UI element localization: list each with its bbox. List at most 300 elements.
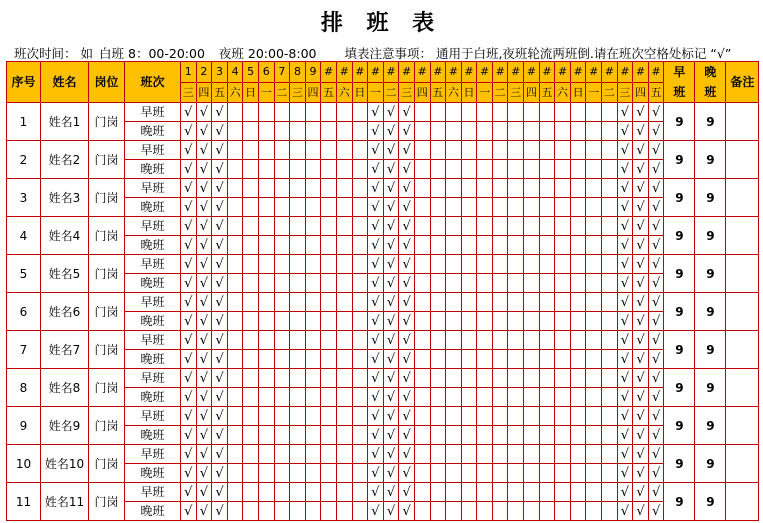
schedule-cell[interactable]: √ xyxy=(383,388,399,407)
schedule-cell[interactable] xyxy=(461,350,477,369)
schedule-cell[interactable] xyxy=(430,122,446,141)
schedule-cell[interactable] xyxy=(492,103,508,122)
schedule-cell[interactable] xyxy=(586,331,602,350)
schedule-cell[interactable]: √ xyxy=(617,274,633,293)
schedule-cell[interactable] xyxy=(414,502,430,521)
schedule-cell[interactable] xyxy=(539,217,555,236)
schedule-cell[interactable] xyxy=(305,255,321,274)
schedule-cell[interactable]: √ xyxy=(648,179,664,198)
schedule-cell[interactable]: √ xyxy=(633,160,649,179)
schedule-cell[interactable] xyxy=(258,293,274,312)
schedule-cell[interactable] xyxy=(274,369,290,388)
schedule-cell[interactable] xyxy=(570,179,586,198)
schedule-cell[interactable] xyxy=(305,141,321,160)
schedule-cell[interactable]: √ xyxy=(399,445,415,464)
schedule-cell[interactable]: √ xyxy=(368,388,384,407)
schedule-cell[interactable] xyxy=(461,445,477,464)
schedule-cell[interactable] xyxy=(414,160,430,179)
schedule-cell[interactable]: √ xyxy=(633,274,649,293)
schedule-cell[interactable] xyxy=(227,369,243,388)
schedule-cell[interactable] xyxy=(290,312,306,331)
schedule-cell[interactable] xyxy=(305,312,321,331)
schedule-cell[interactable] xyxy=(524,369,540,388)
schedule-cell[interactable] xyxy=(227,274,243,293)
schedule-cell[interactable]: √ xyxy=(617,312,633,331)
schedule-cell[interactable]: √ xyxy=(212,217,228,236)
schedule-cell[interactable]: √ xyxy=(633,312,649,331)
schedule-cell[interactable] xyxy=(524,198,540,217)
schedule-cell[interactable] xyxy=(305,350,321,369)
schedule-cell[interactable] xyxy=(570,255,586,274)
schedule-cell[interactable]: √ xyxy=(383,198,399,217)
schedule-cell[interactable] xyxy=(321,312,337,331)
schedule-cell[interactable] xyxy=(258,445,274,464)
schedule-cell[interactable] xyxy=(586,293,602,312)
schedule-cell[interactable]: √ xyxy=(368,122,384,141)
schedule-cell[interactable] xyxy=(555,445,571,464)
schedule-cell[interactable] xyxy=(461,483,477,502)
schedule-cell[interactable] xyxy=(508,502,524,521)
schedule-cell[interactable] xyxy=(446,274,462,293)
schedule-cell[interactable] xyxy=(227,483,243,502)
schedule-cell[interactable]: √ xyxy=(648,141,664,160)
schedule-cell[interactable] xyxy=(321,122,337,141)
schedule-cell[interactable] xyxy=(492,388,508,407)
schedule-cell[interactable] xyxy=(524,122,540,141)
schedule-cell[interactable] xyxy=(290,502,306,521)
schedule-cell[interactable]: √ xyxy=(633,141,649,160)
schedule-cell[interactable] xyxy=(602,293,618,312)
schedule-cell[interactable]: √ xyxy=(212,236,228,255)
schedule-cell[interactable]: √ xyxy=(399,293,415,312)
schedule-cell[interactable] xyxy=(274,293,290,312)
schedule-cell[interactable]: √ xyxy=(617,179,633,198)
schedule-cell[interactable] xyxy=(602,483,618,502)
schedule-cell[interactable] xyxy=(290,331,306,350)
schedule-cell[interactable]: √ xyxy=(181,255,197,274)
schedule-cell[interactable] xyxy=(492,312,508,331)
schedule-cell[interactable] xyxy=(539,179,555,198)
schedule-cell[interactable] xyxy=(570,122,586,141)
schedule-cell[interactable] xyxy=(492,407,508,426)
schedule-cell[interactable] xyxy=(492,350,508,369)
schedule-cell[interactable] xyxy=(586,502,602,521)
schedule-cell[interactable] xyxy=(492,198,508,217)
schedule-cell[interactable] xyxy=(414,198,430,217)
remark-cell[interactable] xyxy=(726,483,759,521)
schedule-cell[interactable] xyxy=(430,103,446,122)
schedule-cell[interactable] xyxy=(243,198,259,217)
schedule-cell[interactable] xyxy=(570,445,586,464)
schedule-cell[interactable] xyxy=(461,502,477,521)
schedule-cell[interactable] xyxy=(477,198,493,217)
schedule-cell[interactable] xyxy=(414,255,430,274)
schedule-cell[interactable]: √ xyxy=(196,350,212,369)
schedule-cell[interactable]: √ xyxy=(212,426,228,445)
schedule-cell[interactable] xyxy=(446,464,462,483)
schedule-cell[interactable] xyxy=(586,388,602,407)
schedule-cell[interactable]: √ xyxy=(196,331,212,350)
schedule-cell[interactable]: √ xyxy=(633,217,649,236)
schedule-cell[interactable]: √ xyxy=(181,122,197,141)
schedule-cell[interactable]: √ xyxy=(212,369,228,388)
schedule-cell[interactable]: √ xyxy=(617,160,633,179)
schedule-cell[interactable] xyxy=(508,350,524,369)
schedule-cell[interactable] xyxy=(336,369,352,388)
schedule-cell[interactable]: √ xyxy=(181,464,197,483)
schedule-cell[interactable] xyxy=(586,198,602,217)
schedule-cell[interactable] xyxy=(258,331,274,350)
schedule-cell[interactable] xyxy=(492,217,508,236)
schedule-cell[interactable] xyxy=(492,255,508,274)
schedule-cell[interactable] xyxy=(539,141,555,160)
schedule-cell[interactable]: √ xyxy=(212,312,228,331)
schedule-cell[interactable] xyxy=(524,407,540,426)
schedule-cell[interactable]: √ xyxy=(212,160,228,179)
schedule-cell[interactable] xyxy=(414,426,430,445)
schedule-cell[interactable]: √ xyxy=(399,312,415,331)
schedule-cell[interactable] xyxy=(508,464,524,483)
schedule-cell[interactable] xyxy=(243,426,259,445)
schedule-cell[interactable] xyxy=(430,388,446,407)
schedule-cell[interactable] xyxy=(539,236,555,255)
schedule-cell[interactable] xyxy=(524,103,540,122)
schedule-cell[interactable]: √ xyxy=(399,160,415,179)
schedule-cell[interactable] xyxy=(305,198,321,217)
schedule-cell[interactable]: √ xyxy=(648,255,664,274)
schedule-cell[interactable] xyxy=(461,388,477,407)
schedule-cell[interactable] xyxy=(446,369,462,388)
schedule-cell[interactable] xyxy=(227,236,243,255)
schedule-cell[interactable] xyxy=(477,122,493,141)
schedule-cell[interactable] xyxy=(414,141,430,160)
schedule-cell[interactable]: √ xyxy=(368,483,384,502)
schedule-cell[interactable] xyxy=(336,274,352,293)
schedule-cell[interactable] xyxy=(477,388,493,407)
schedule-cell[interactable] xyxy=(602,122,618,141)
schedule-cell[interactable] xyxy=(243,274,259,293)
schedule-cell[interactable]: √ xyxy=(648,274,664,293)
schedule-cell[interactable] xyxy=(492,426,508,445)
schedule-cell[interactable] xyxy=(430,198,446,217)
schedule-cell[interactable] xyxy=(461,217,477,236)
schedule-cell[interactable] xyxy=(446,122,462,141)
schedule-cell[interactable]: √ xyxy=(617,293,633,312)
schedule-cell[interactable] xyxy=(274,103,290,122)
schedule-cell[interactable] xyxy=(539,274,555,293)
schedule-cell[interactable]: √ xyxy=(181,331,197,350)
schedule-cell[interactable] xyxy=(321,255,337,274)
schedule-cell[interactable] xyxy=(524,293,540,312)
schedule-cell[interactable]: √ xyxy=(633,331,649,350)
schedule-cell[interactable] xyxy=(274,198,290,217)
schedule-cell[interactable] xyxy=(336,217,352,236)
schedule-cell[interactable] xyxy=(336,388,352,407)
schedule-cell[interactable] xyxy=(586,122,602,141)
schedule-cell[interactable]: √ xyxy=(196,217,212,236)
schedule-cell[interactable] xyxy=(570,141,586,160)
schedule-cell[interactable] xyxy=(430,255,446,274)
schedule-cell[interactable] xyxy=(305,160,321,179)
schedule-cell[interactable] xyxy=(602,312,618,331)
schedule-cell[interactable] xyxy=(446,198,462,217)
schedule-cell[interactable]: √ xyxy=(383,483,399,502)
schedule-cell[interactable]: √ xyxy=(368,198,384,217)
schedule-cell[interactable] xyxy=(477,483,493,502)
schedule-cell[interactable] xyxy=(602,407,618,426)
schedule-cell[interactable] xyxy=(524,502,540,521)
schedule-cell[interactable] xyxy=(461,293,477,312)
schedule-cell[interactable] xyxy=(524,426,540,445)
schedule-cell[interactable] xyxy=(555,198,571,217)
schedule-cell[interactable]: √ xyxy=(181,217,197,236)
schedule-cell[interactable]: √ xyxy=(648,331,664,350)
schedule-cell[interactable]: √ xyxy=(212,122,228,141)
schedule-cell[interactable]: √ xyxy=(368,369,384,388)
schedule-cell[interactable]: √ xyxy=(196,502,212,521)
schedule-cell[interactable] xyxy=(508,312,524,331)
schedule-cell[interactable] xyxy=(477,502,493,521)
schedule-cell[interactable] xyxy=(446,236,462,255)
schedule-cell[interactable] xyxy=(274,217,290,236)
schedule-cell[interactable]: √ xyxy=(383,236,399,255)
schedule-cell[interactable]: √ xyxy=(181,293,197,312)
schedule-cell[interactable]: √ xyxy=(368,350,384,369)
schedule-cell[interactable] xyxy=(352,483,368,502)
schedule-cell[interactable]: √ xyxy=(368,426,384,445)
schedule-cell[interactable]: √ xyxy=(181,312,197,331)
schedule-cell[interactable]: √ xyxy=(617,350,633,369)
schedule-cell[interactable]: √ xyxy=(196,293,212,312)
schedule-cell[interactable] xyxy=(321,502,337,521)
schedule-cell[interactable]: √ xyxy=(399,388,415,407)
schedule-cell[interactable] xyxy=(446,502,462,521)
schedule-cell[interactable] xyxy=(274,274,290,293)
schedule-cell[interactable] xyxy=(461,179,477,198)
schedule-cell[interactable] xyxy=(477,426,493,445)
schedule-cell[interactable] xyxy=(243,122,259,141)
schedule-cell[interactable] xyxy=(524,141,540,160)
schedule-cell[interactable] xyxy=(446,160,462,179)
schedule-cell[interactable] xyxy=(508,407,524,426)
schedule-cell[interactable] xyxy=(602,331,618,350)
schedule-cell[interactable] xyxy=(461,103,477,122)
schedule-cell[interactable] xyxy=(352,255,368,274)
schedule-cell[interactable] xyxy=(586,255,602,274)
schedule-cell[interactable] xyxy=(492,236,508,255)
schedule-cell[interactable]: √ xyxy=(617,255,633,274)
schedule-cell[interactable] xyxy=(586,274,602,293)
schedule-cell[interactable] xyxy=(352,293,368,312)
schedule-cell[interactable] xyxy=(243,236,259,255)
schedule-cell[interactable] xyxy=(508,445,524,464)
schedule-cell[interactable] xyxy=(336,198,352,217)
schedule-cell[interactable] xyxy=(305,426,321,445)
schedule-cell[interactable]: √ xyxy=(633,388,649,407)
schedule-cell[interactable] xyxy=(290,483,306,502)
schedule-cell[interactable] xyxy=(602,445,618,464)
schedule-cell[interactable]: √ xyxy=(383,331,399,350)
schedule-cell[interactable] xyxy=(539,407,555,426)
schedule-cell[interactable] xyxy=(290,426,306,445)
schedule-cell[interactable] xyxy=(430,217,446,236)
schedule-cell[interactable] xyxy=(321,236,337,255)
schedule-cell[interactable] xyxy=(430,331,446,350)
schedule-cell[interactable] xyxy=(570,160,586,179)
schedule-cell[interactable]: √ xyxy=(633,198,649,217)
schedule-cell[interactable] xyxy=(290,217,306,236)
schedule-cell[interactable]: √ xyxy=(399,141,415,160)
remark-cell[interactable] xyxy=(726,407,759,445)
schedule-cell[interactable] xyxy=(555,369,571,388)
schedule-cell[interactable] xyxy=(227,160,243,179)
schedule-cell[interactable] xyxy=(414,483,430,502)
schedule-cell[interactable]: √ xyxy=(212,179,228,198)
schedule-cell[interactable]: √ xyxy=(383,502,399,521)
schedule-cell[interactable]: √ xyxy=(648,293,664,312)
schedule-cell[interactable] xyxy=(336,502,352,521)
schedule-cell[interactable]: √ xyxy=(196,179,212,198)
schedule-cell[interactable] xyxy=(258,236,274,255)
schedule-cell[interactable] xyxy=(508,483,524,502)
schedule-cell[interactable]: √ xyxy=(212,331,228,350)
schedule-cell[interactable]: √ xyxy=(383,122,399,141)
schedule-cell[interactable]: √ xyxy=(617,369,633,388)
schedule-cell[interactable] xyxy=(524,160,540,179)
schedule-cell[interactable]: √ xyxy=(196,103,212,122)
schedule-cell[interactable]: √ xyxy=(368,217,384,236)
schedule-cell[interactable] xyxy=(290,350,306,369)
schedule-cell[interactable] xyxy=(227,445,243,464)
schedule-cell[interactable] xyxy=(602,426,618,445)
schedule-cell[interactable] xyxy=(508,293,524,312)
schedule-cell[interactable] xyxy=(570,350,586,369)
schedule-cell[interactable]: √ xyxy=(399,103,415,122)
schedule-cell[interactable] xyxy=(258,426,274,445)
schedule-cell[interactable] xyxy=(539,103,555,122)
schedule-cell[interactable]: √ xyxy=(648,103,664,122)
schedule-cell[interactable] xyxy=(555,312,571,331)
schedule-cell[interactable]: √ xyxy=(383,179,399,198)
schedule-cell[interactable] xyxy=(446,255,462,274)
schedule-cell[interactable]: √ xyxy=(368,293,384,312)
schedule-cell[interactable] xyxy=(586,312,602,331)
remark-cell[interactable] xyxy=(726,103,759,141)
schedule-cell[interactable] xyxy=(258,217,274,236)
schedule-cell[interactable] xyxy=(336,141,352,160)
schedule-cell[interactable] xyxy=(227,388,243,407)
schedule-cell[interactable] xyxy=(586,407,602,426)
schedule-cell[interactable] xyxy=(258,160,274,179)
schedule-cell[interactable] xyxy=(352,236,368,255)
schedule-cell[interactable] xyxy=(305,274,321,293)
schedule-cell[interactable] xyxy=(290,141,306,160)
schedule-cell[interactable] xyxy=(539,369,555,388)
schedule-cell[interactable] xyxy=(539,255,555,274)
schedule-cell[interactable] xyxy=(524,483,540,502)
schedule-cell[interactable] xyxy=(290,445,306,464)
schedule-cell[interactable] xyxy=(570,483,586,502)
schedule-cell[interactable] xyxy=(539,160,555,179)
schedule-cell[interactable] xyxy=(336,103,352,122)
schedule-cell[interactable] xyxy=(274,464,290,483)
schedule-cell[interactable] xyxy=(508,198,524,217)
schedule-cell[interactable]: √ xyxy=(196,122,212,141)
schedule-cell[interactable] xyxy=(352,388,368,407)
schedule-cell[interactable] xyxy=(570,388,586,407)
schedule-cell[interactable] xyxy=(290,369,306,388)
schedule-cell[interactable] xyxy=(290,236,306,255)
schedule-cell[interactable] xyxy=(243,217,259,236)
schedule-cell[interactable] xyxy=(305,464,321,483)
schedule-cell[interactable]: √ xyxy=(383,464,399,483)
schedule-cell[interactable] xyxy=(321,445,337,464)
schedule-cell[interactable]: √ xyxy=(399,236,415,255)
schedule-cell[interactable]: √ xyxy=(383,255,399,274)
schedule-cell[interactable] xyxy=(539,426,555,445)
schedule-cell[interactable] xyxy=(477,160,493,179)
schedule-cell[interactable] xyxy=(524,350,540,369)
schedule-cell[interactable]: √ xyxy=(617,407,633,426)
schedule-cell[interactable]: √ xyxy=(212,502,228,521)
schedule-cell[interactable] xyxy=(477,312,493,331)
schedule-cell[interactable] xyxy=(430,369,446,388)
schedule-cell[interactable] xyxy=(243,483,259,502)
schedule-cell[interactable] xyxy=(492,483,508,502)
schedule-cell[interactable] xyxy=(290,388,306,407)
schedule-cell[interactable] xyxy=(305,122,321,141)
schedule-cell[interactable] xyxy=(524,236,540,255)
schedule-cell[interactable] xyxy=(570,331,586,350)
schedule-cell[interactable] xyxy=(555,331,571,350)
schedule-cell[interactable]: √ xyxy=(368,236,384,255)
schedule-cell[interactable]: √ xyxy=(383,293,399,312)
schedule-cell[interactable]: √ xyxy=(617,217,633,236)
schedule-cell[interactable] xyxy=(305,502,321,521)
schedule-cell[interactable] xyxy=(602,274,618,293)
schedule-cell[interactable] xyxy=(508,331,524,350)
schedule-cell[interactable] xyxy=(274,255,290,274)
schedule-cell[interactable]: √ xyxy=(633,369,649,388)
schedule-cell[interactable] xyxy=(290,198,306,217)
schedule-cell[interactable] xyxy=(227,255,243,274)
schedule-cell[interactable] xyxy=(430,312,446,331)
schedule-cell[interactable] xyxy=(446,331,462,350)
schedule-cell[interactable]: √ xyxy=(368,331,384,350)
schedule-cell[interactable] xyxy=(274,350,290,369)
schedule-cell[interactable] xyxy=(430,502,446,521)
schedule-cell[interactable] xyxy=(539,483,555,502)
schedule-cell[interactable]: √ xyxy=(648,483,664,502)
schedule-cell[interactable]: √ xyxy=(212,103,228,122)
schedule-cell[interactable]: √ xyxy=(633,426,649,445)
schedule-cell[interactable] xyxy=(602,350,618,369)
schedule-cell[interactable] xyxy=(508,369,524,388)
schedule-cell[interactable]: √ xyxy=(181,483,197,502)
schedule-cell[interactable] xyxy=(555,426,571,445)
schedule-cell[interactable] xyxy=(461,312,477,331)
schedule-cell[interactable] xyxy=(570,312,586,331)
schedule-cell[interactable] xyxy=(227,179,243,198)
schedule-cell[interactable] xyxy=(446,388,462,407)
schedule-cell[interactable]: √ xyxy=(383,426,399,445)
schedule-cell[interactable]: √ xyxy=(196,141,212,160)
schedule-cell[interactable] xyxy=(243,160,259,179)
schedule-cell[interactable] xyxy=(321,331,337,350)
schedule-cell[interactable] xyxy=(446,312,462,331)
schedule-cell[interactable] xyxy=(602,160,618,179)
schedule-cell[interactable]: √ xyxy=(196,274,212,293)
